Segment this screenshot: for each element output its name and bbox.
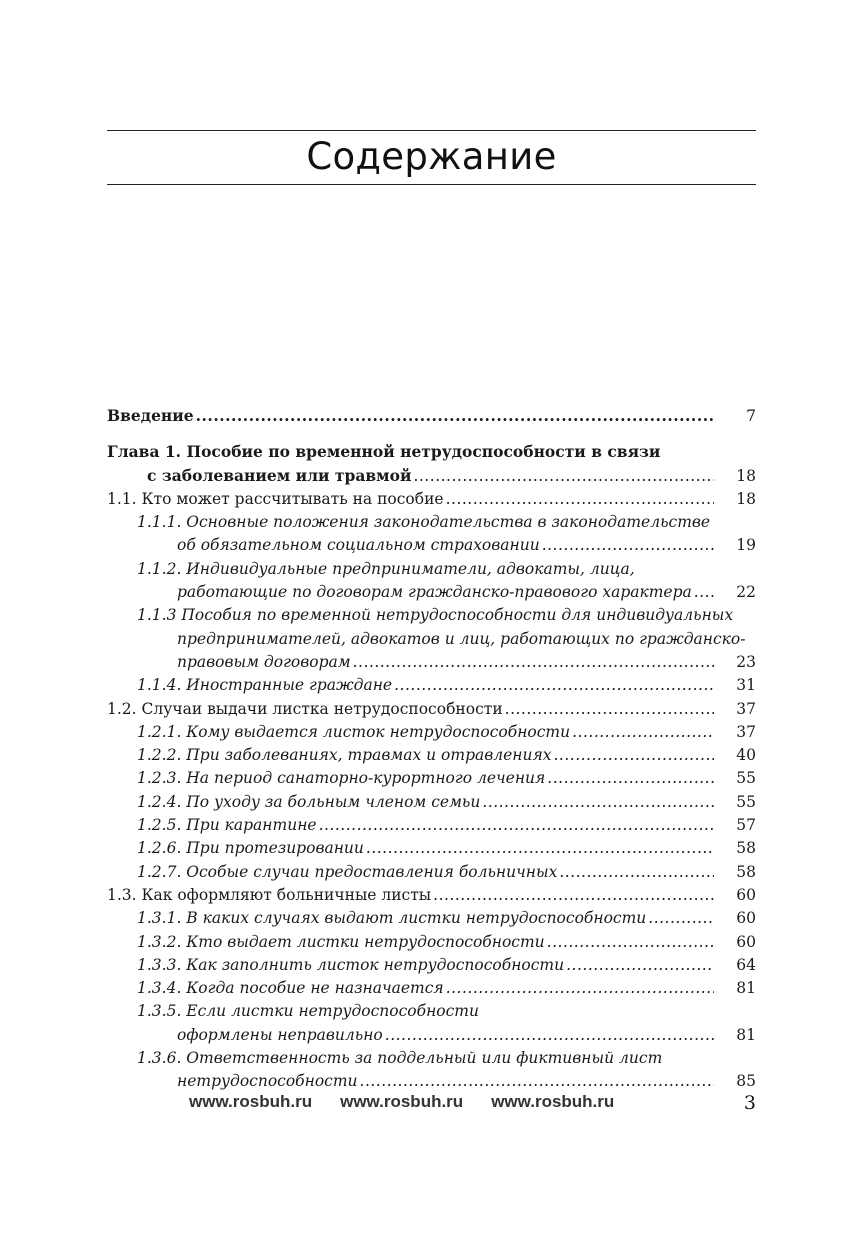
page-ref: 31 (736, 676, 756, 695)
page-ref: 81 (736, 979, 756, 998)
page-number: 3 (743, 1092, 756, 1114)
toc-entry-1-1-2[interactable]: 1.1.2. Индивидуальные предприниматели, адвокаты, лица, работающие по договорам гражданско-правового характера ..... 22 (107, 558, 756, 605)
footer-link[interactable]: www.rosbuh.ru (340, 1092, 464, 1111)
footer-link[interactable]: www.rosbuh.ru (491, 1092, 615, 1111)
toc-entry-1-3-2[interactable]: 1.3.2. Кто выдает листки нетрудоспособности ..... 60 (107, 931, 756, 954)
page-ref: 60 (736, 885, 756, 904)
page-ref: 85 (736, 1072, 756, 1091)
toc-entry-1-2[interactable]: 1.2. Случаи выдачи листка нетрудоспособности ..... 37 (107, 698, 756, 721)
page-footer (107, 1092, 756, 1118)
toc-entry-1-3-6[interactable]: 1.3.6. Ответственность за поддельный или фиктивный лист нетрудоспособности ..... 85 (107, 1047, 756, 1094)
page-ref: 55 (736, 769, 756, 788)
page-ref: 64 (736, 955, 756, 974)
page-ref: 19 (736, 536, 756, 555)
table-of-contents (107, 404, 756, 1094)
toc-entry-1-2-7[interactable]: 1.2.7. Особые случаи предоставления больничных ..... 58 (107, 861, 756, 884)
title-bottom-rule (107, 184, 756, 185)
footer-link[interactable]: www.rosbuh.ru (189, 1092, 313, 1111)
page-ref: 55 (736, 792, 756, 811)
page-ref: 60 (736, 909, 756, 928)
toc-entry-1-3[interactable]: 1.3. Как оформляют больничные листы ..... 60 (107, 884, 756, 907)
toc-entry-1-2-6[interactable]: 1.2.6. При протезировании ..... 58 (107, 837, 756, 860)
page-ref: 57 (736, 816, 756, 835)
page-ref: 37 (736, 699, 756, 718)
page-title: Содержание (306, 135, 557, 178)
page-ref: 18 (736, 489, 756, 508)
toc-entry-1-1[interactable]: 1.1. Кто может рассчитывать на пособие ..... 18 (107, 488, 756, 511)
toc-entry-1-2-2[interactable]: 1.2.2. При заболеваниях, травмах и отравлениях ..... 40 (107, 744, 756, 767)
toc-entry-1-3-5[interactable]: 1.3.5. Если листки нетрудоспособности оформлены неправильно ..... 81 (107, 1000, 756, 1047)
page-ref: 23 (736, 652, 756, 671)
toc-entry-chapter-1[interactable]: Глава 1. Пособие по временной нетрудоспособности в связи с заболеванием или травмой ..... 18 (107, 440, 756, 488)
toc-entry-1-3-3[interactable]: 1.3.3. Как заполнить листок нетрудоспособности ..... 64 (107, 954, 756, 977)
toc-entry-1-2-4[interactable]: 1.2.4. По уходу за больным членом семьи ..... 55 (107, 791, 756, 814)
page-ref: 58 (736, 862, 756, 881)
page-ref: 18 (736, 466, 756, 485)
page-ref: 22 (736, 583, 756, 602)
page-ref: 60 (736, 932, 756, 951)
toc-entry-1-2-3[interactable]: 1.2.3. На период санаторно-курортного лечения ..... 55 (107, 767, 756, 790)
toc-entry-1-3-4[interactable]: 1.3.4. Когда пособие не назначается ..... 81 (107, 977, 756, 1000)
page-ref: 81 (736, 1025, 756, 1044)
toc-entry-intro[interactable]: Введение ..... 7 (107, 404, 756, 428)
toc-entry-1-2-1[interactable]: 1.2.1. Кому выдается листок нетрудоспособности ..... 37 (107, 721, 756, 744)
toc-entry-1-3-1[interactable]: 1.3.1. В каких случаях выдают листки нетрудоспособности ..... 60 (107, 907, 756, 930)
toc-entry-1-1-3[interactable]: 1.1.3 Пособия по временной нетрудоспособности для индивидуальных предпринимателей, адвокатов и лиц, работающих по гражданско- правовым договорам ..... 23 (107, 604, 756, 674)
page-ref: 40 (736, 746, 756, 765)
toc-entry-1-2-5[interactable]: 1.2.5. При карантине ..... 57 (107, 814, 756, 837)
page-ref: 7 (746, 407, 756, 425)
toc-entry-1-1-1[interactable]: 1.1.1. Основные положения законодательства в законодательстве об обязательном социальном страховании ..... 19 (107, 511, 756, 558)
page-ref: 37 (736, 722, 756, 741)
toc-entry-1-1-4[interactable]: 1.1.4. Иностранные граждане ..... 31 (107, 674, 756, 697)
page-ref: 58 (736, 839, 756, 858)
